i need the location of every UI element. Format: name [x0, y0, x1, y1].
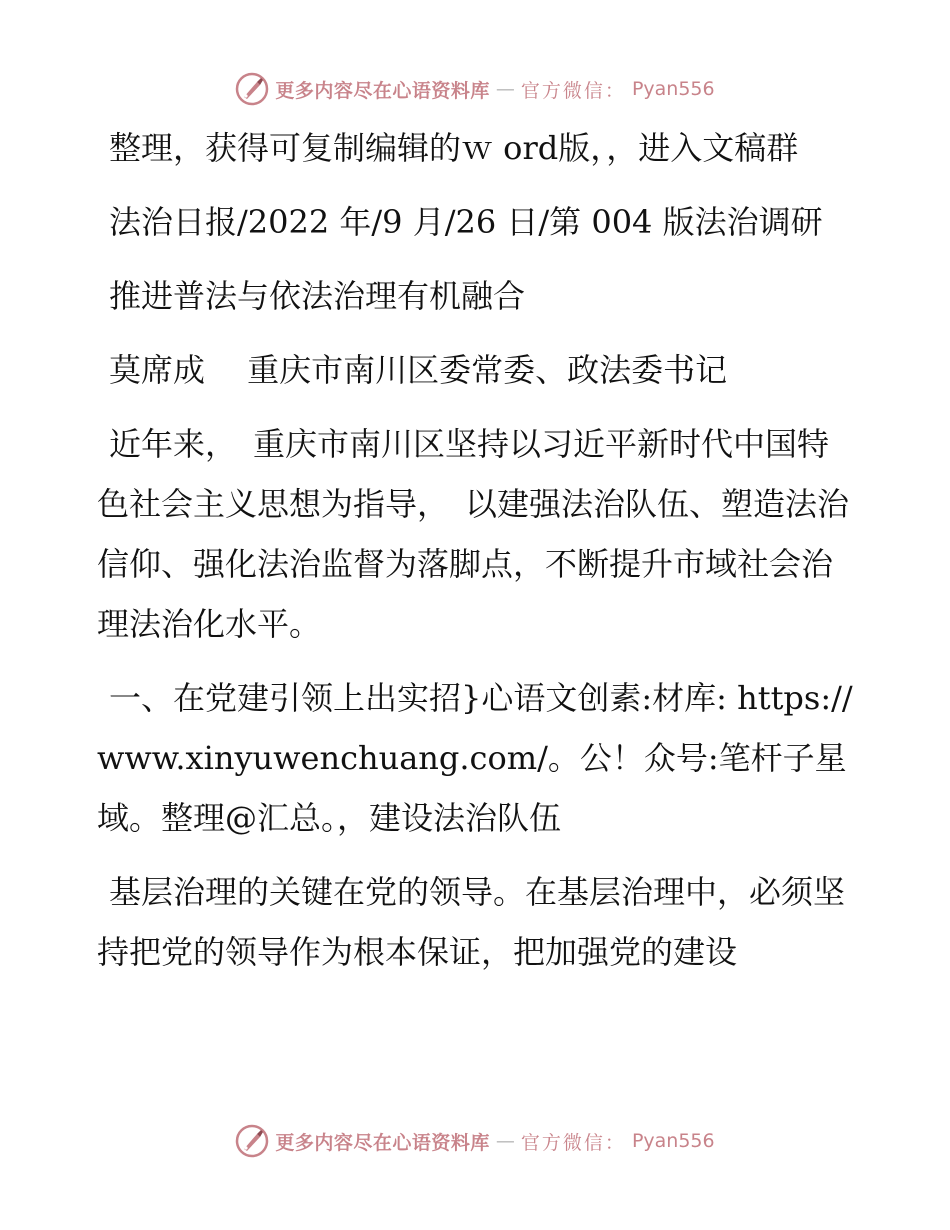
- paragraph-intro-note: 整理，获得可复制编辑的ｗ ord版，，进入文稿群: [109, 129, 799, 167]
- watermark-text: 更多内容尽在心语资料库: [275, 1131, 490, 1154]
- watermark-id: Pyan556: [631, 78, 715, 100]
- watermark-id: Pyan556: [631, 1130, 715, 1152]
- watermark-label: 官方微信：: [520, 79, 626, 102]
- watermark-label: 官方微信：: [520, 1131, 626, 1154]
- paragraph-body-2: 基层治理的关键在党的领导。在基层治理中，必须坚持把党的领导作为根本保证，把加强党的建设: [97, 873, 846, 971]
- paragraph-source: 法治日报/2022 年/9 月/26 日/第 004 版法治调研: [109, 203, 823, 241]
- document-body: [97, 118, 857, 996]
- article-author: 莫席成 重庆市南川区委常委、政法委书记: [109, 351, 728, 389]
- section-heading-1: 一、在党建引领上出实招}心语文创素:材库: https://www.xinyuwenchuang.com/。公！众号:笔杆子星域。整理@汇总。，建设法治队伍: [97, 679, 853, 837]
- pen-logo-icon: [235, 1124, 269, 1158]
- watermark-separator: —: [495, 1130, 515, 1152]
- pen-logo-icon: [235, 72, 269, 106]
- footer-watermark: [0, 1124, 950, 1158]
- watermark-text: 更多内容尽在心语资料库: [275, 79, 490, 102]
- article-title: 推进普法与依法治理有机融合: [109, 277, 526, 315]
- header-watermark: [0, 72, 950, 106]
- paragraph-body-1: 近年来， 重庆市南川区坚持以习近平新时代中国特色社会主义思想为指导， 以建强法治队伍、塑造法治信仰、强化法治监督为落脚点，不断提升市域社会治理法治化水平。: [97, 425, 850, 643]
- watermark-separator: —: [495, 78, 515, 100]
